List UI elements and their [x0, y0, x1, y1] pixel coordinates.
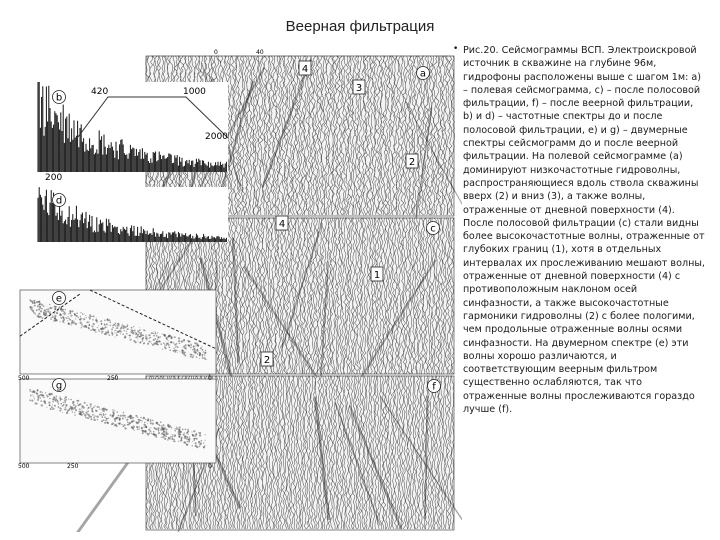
- svg-text:4: 4: [301, 64, 309, 75]
- axis-e-0: 0: [208, 375, 212, 382]
- axis-e-500: 500: [18, 375, 30, 382]
- axis-g-500: 500: [18, 463, 30, 470]
- figure-caption: [453, 44, 706, 416]
- wave-label-2-a: [406, 154, 418, 168]
- bullet-icon: •: [453, 44, 459, 54]
- seismogram-figure: [18, 42, 462, 532]
- svg-text:1: 1: [373, 270, 381, 281]
- wave-label-4-c: [276, 216, 288, 230]
- axis-g-0: 0: [208, 463, 212, 470]
- panel-label-e: [53, 292, 66, 305]
- freq-label-200: 200: [45, 173, 63, 183]
- spectrum-d: [38, 187, 228, 242]
- panel-label-a: [417, 67, 430, 80]
- freq-label-1000: 1000: [183, 87, 206, 97]
- wave-label-3: [353, 80, 365, 94]
- wave-label-1: [371, 267, 383, 281]
- panel-label-g: [53, 379, 66, 392]
- svg-text:4: 4: [278, 219, 286, 230]
- caption-text: Рис.20. Сейсмограммы ВСП. Электроискровой источник в скважине на глубине 96м, гидрофоны расположены выше с шагом 1м: a) – полевая сейсмограмма, c) – после полосовой фильтрации, f) – после веерной фильтрации, b) и d) – частотные спектры до и после полосовой фильтрации, e) и g) – двумерные спектры сейсмограмм до и после веерной фильтрации. На полевой сейсмограмме (a) доминируют низкочастотные гидроволны, распространяющиеся вдоль ствола скважины вверх (2) и вниз (3), а также волны, отраженные от дневной поверхности (4). После полосовой фильтрации (c) стали видны более высокочастотные волны, отраженные от глубоких границ (1), хотя в отдельных интервалах их прослеживанию мешают волны, отраженные от дневной поверхности (4) с противоположным наклоном осей синфазности, а также высокочастотные гармоники гидроволны (2) с более пологими, чем продольные отраженные волны осями синфазности. На двумерном спектре (e) эти волны хорошо различаются, и соответствующим веерным фильтром существенно ослабляются, так что отраженные волны прослеживаются гораздо лучше (f).: [463, 45, 705, 416]
- svg-text:c: c: [430, 223, 436, 235]
- axis-e-250: 250: [107, 375, 119, 382]
- svg-text:g: g: [55, 380, 63, 392]
- svg-text:b: b: [55, 92, 63, 104]
- freq-label-2000: 2000: [205, 132, 228, 142]
- panel-label-d: [53, 194, 66, 207]
- slide-title: Веерная фильтрация: [285, 18, 435, 35]
- axis-g-250: 250: [67, 463, 79, 470]
- spectrum-2d-e: [20, 290, 216, 374]
- panel-label-b: [53, 91, 66, 104]
- svg-text:d: d: [55, 195, 63, 207]
- wave-label-4-a: [299, 61, 311, 75]
- svg-text:e: e: [55, 293, 63, 305]
- panel-label-c: [427, 222, 440, 235]
- svg-text:2: 2: [408, 157, 416, 168]
- panel-label-f: [428, 380, 441, 393]
- svg-text:a: a: [419, 68, 427, 80]
- freq-label-420: 420: [91, 87, 109, 97]
- spectrum-2d-g: [20, 379, 216, 463]
- svg-text:2: 2: [263, 355, 271, 366]
- svg-text:f: f: [432, 381, 436, 393]
- axis-a-40: 40: [256, 49, 264, 56]
- wave-label-2-c: [261, 352, 273, 366]
- svg-text:3: 3: [355, 83, 363, 94]
- axis-a-0: 0: [214, 49, 218, 56]
